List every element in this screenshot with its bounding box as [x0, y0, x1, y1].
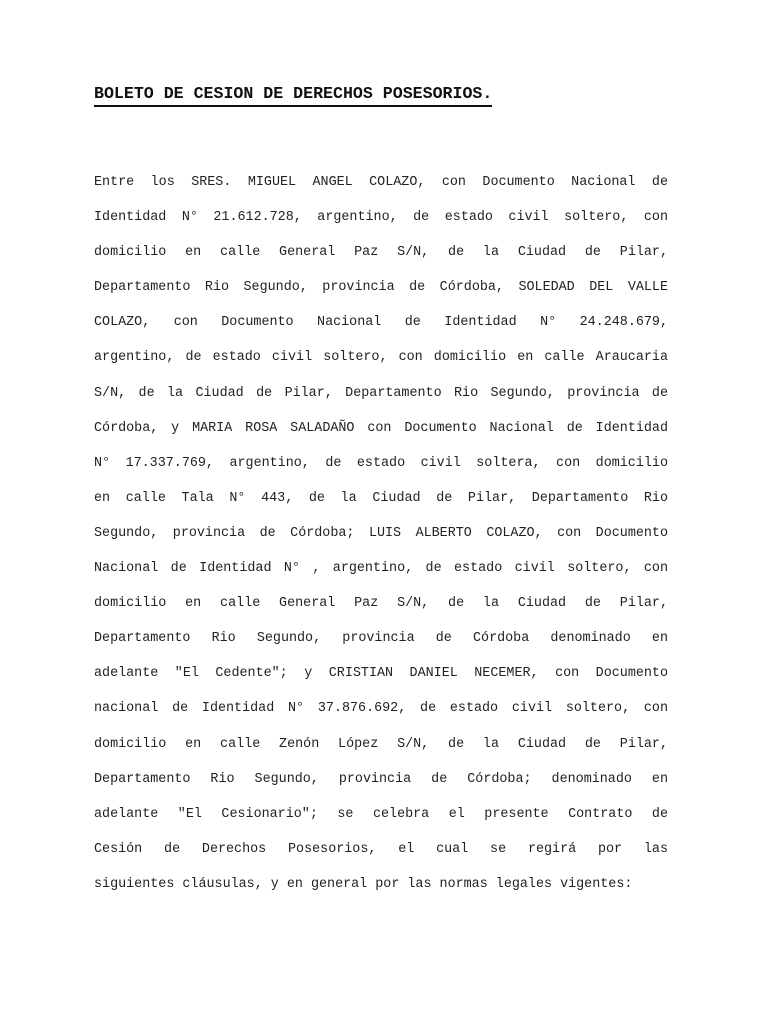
body-line: Departamento Rio Segundo, provincia de Córdoba; denominado en — [94, 771, 668, 787]
body-line: COLAZO, con Documento Nacional de Identidad N° 24.248.679, — [94, 315, 668, 331]
document-title: BOLETO DE CESION DE DERECHOS POSESORIOS. — [94, 83, 492, 107]
document-body — [94, 172, 668, 909]
body-line: siguientes cláusulas, y en general por las normas legales vigentes: — [94, 876, 633, 892]
body-line: argentino, de estado civil soltero, con domicilio en calle Araucaria — [94, 350, 668, 366]
body-line: adelante "El Cesionario"; se celebra el presente Contrato de — [94, 806, 668, 822]
body-line: Departamento Rio Segundo, provincia de Córdoba, SOLEDAD DEL VALLE — [94, 280, 668, 296]
body-line: Entre los SRES. MIGUEL ANGEL COLAZO, con Documento Nacional de — [94, 175, 668, 190]
body-line: domicilio en calle General Paz S/N, de la Ciudad de Pilar, — [94, 245, 668, 261]
body-line: adelante "El Cedente"; y CRISTIAN DANIEL NECEMER, con Documento — [94, 666, 668, 682]
body-line: domicilio en calle General Paz S/N, de la Ciudad de Pilar, — [94, 596, 668, 612]
body-line: Segundo, provincia de Córdoba; LUIS ALBERTO COLAZO, con Documento — [94, 525, 668, 541]
body-line: N° 17.337.769, argentino, de estado civil soltera, con domicilio — [94, 455, 668, 471]
body-line: en calle Tala N° 443, de la Ciudad de Pilar, Departamento Rio — [94, 490, 668, 506]
body-line: Cesión de Derechos Posesorios, el cual se regirá por las — [94, 841, 668, 857]
body-line: nacional de Identidad N° 37.876.692, de estado civil soltero, con — [94, 701, 668, 717]
body-line: Córdoba, y MARIA ROSA SALADAÑO con Documento Nacional de Identidad — [94, 420, 668, 436]
body-line: S/N, de la Ciudad de Pilar, Departamento Rio Segundo, provincia de — [94, 385, 668, 401]
body-line: Nacional de Identidad N° , argentino, de estado civil soltero, con — [94, 561, 668, 577]
body-line: Departamento Rio Segundo, provincia de Córdoba denominado en — [94, 631, 668, 647]
body-line: Identidad N° 21.612.728, argentino, de estado civil soltero, con — [94, 210, 668, 226]
body-line: domicilio en calle Zenón López S/N, de la Ciudad de Pilar, — [94, 736, 668, 752]
